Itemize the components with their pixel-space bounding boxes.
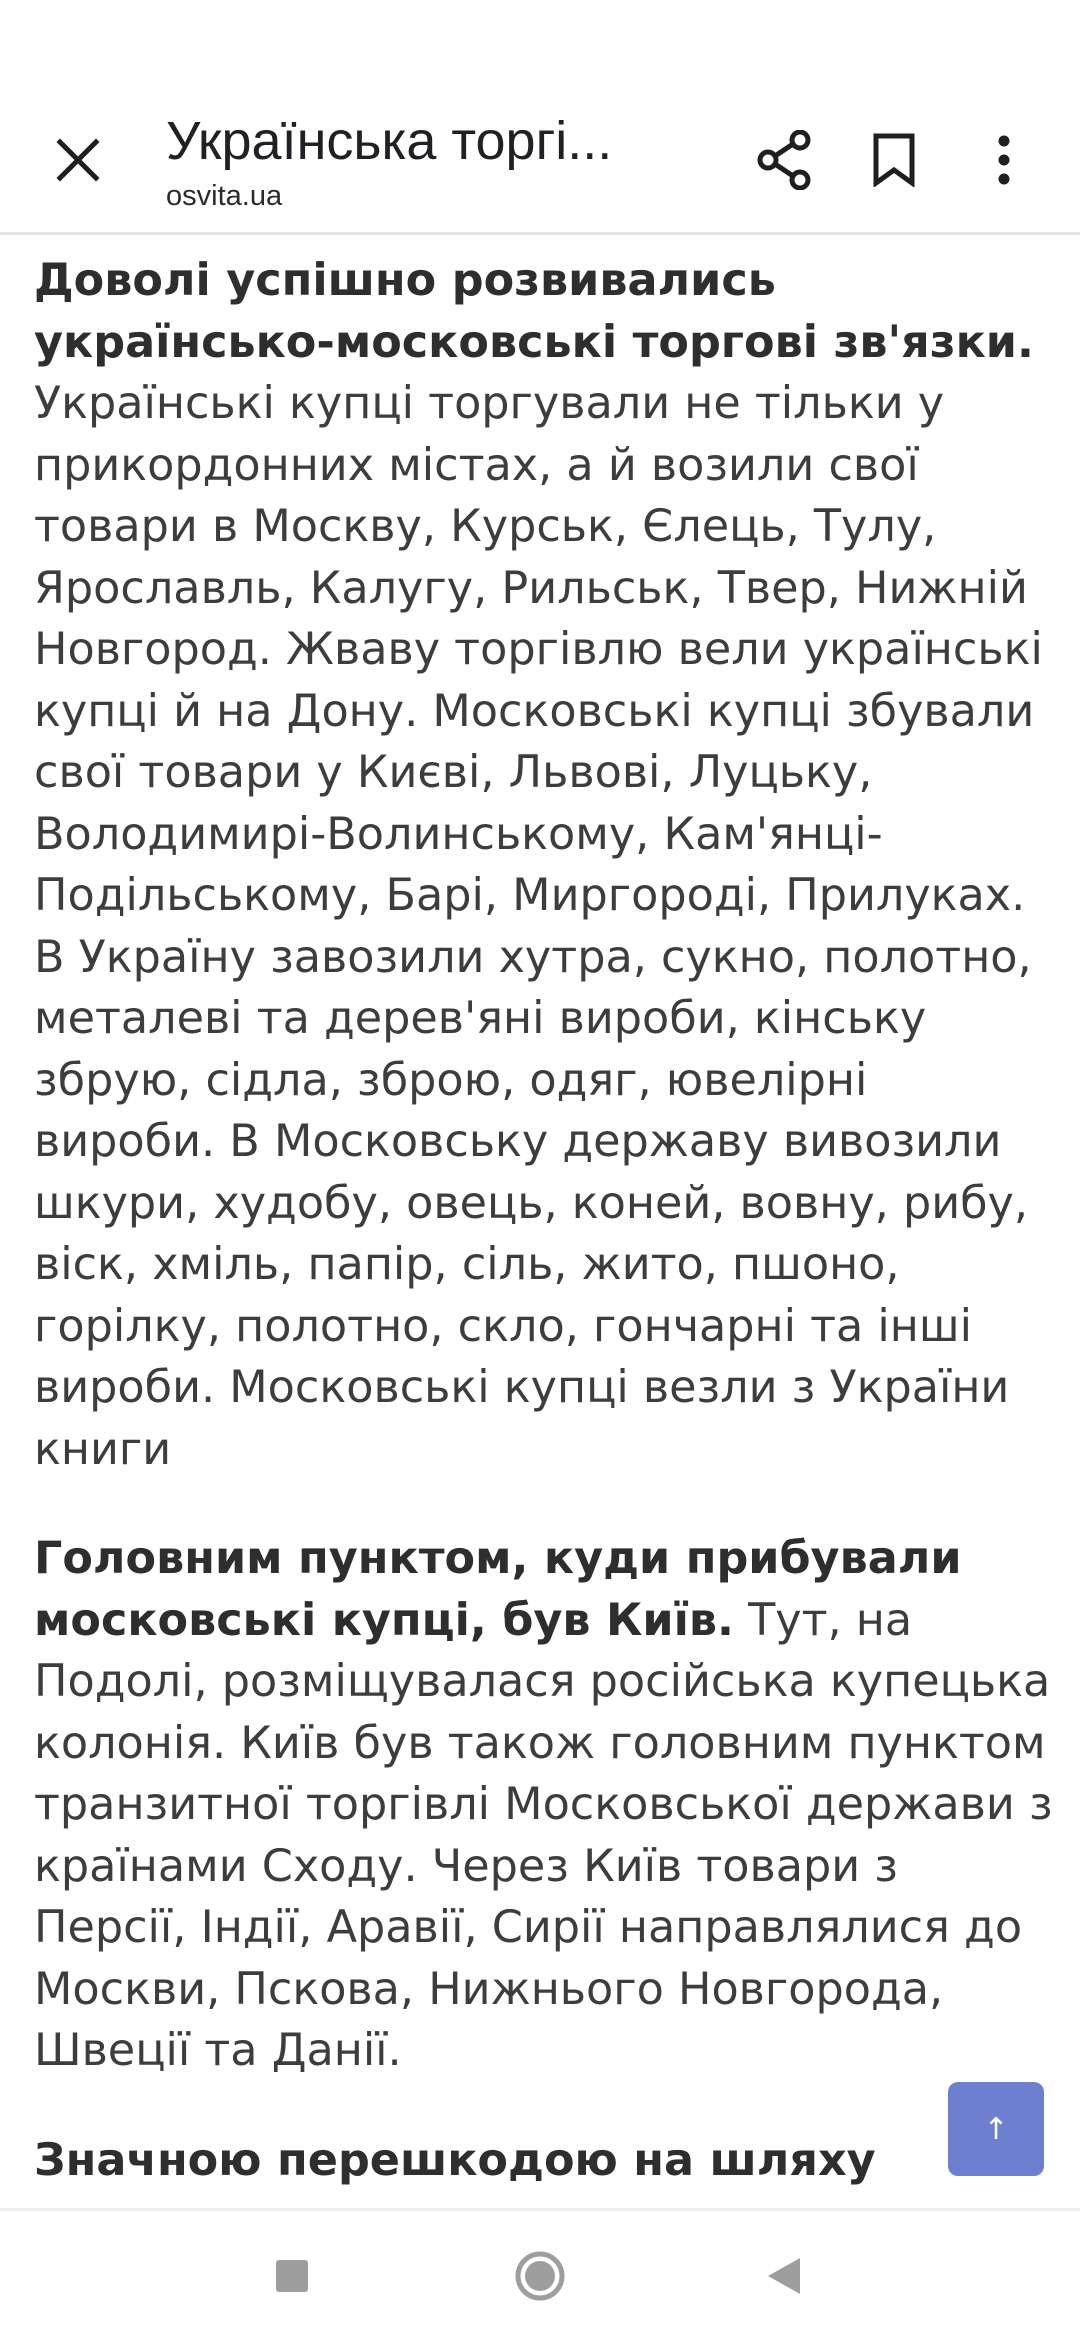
- paragraph-body: Тут, на Подолі, розміщувалася російська купецька колонія. Київ був також головним пунктом транзитної торгівлі Московської держави з країнами Сходу. Через Київ товари з Персії, Індії, Аравії, Сирії направлялися до Москви, Пскова, Нижнього Новгорода, Швеції та Данії.: [34, 1594, 1053, 2076]
- status-bar: [0, 0, 1080, 90]
- close-icon: [56, 138, 100, 182]
- share-button[interactable]: [742, 118, 826, 202]
- recents-button[interactable]: [252, 2241, 332, 2311]
- paragraph-lead: Головним пунктом, куди прибували московські купці, був Київ.: [34, 1533, 962, 1646]
- custom-tab-toolbar: [0, 90, 1080, 235]
- article-paragraph: [34, 250, 1054, 1480]
- back-button[interactable]: [744, 2241, 824, 2311]
- share-icon: [756, 130, 812, 190]
- close-button[interactable]: [40, 122, 116, 198]
- paragraph-body: Українські купці торгували не тільки у прикордонних містах, а й возили свої товари в Москву, Курськ, Єлець, Тулу, Ярославль, Калугу, Рильськ, Твер, Нижній Новгород. Жваву торгівлю вели українські купці й на Дону. Московські купці збували свої товари у Києві, Львові, Луцьку, Володимирі-Волинському, Кам'янці-Подільському, Барі, Миргороді, Прилуках. В Україну завозили хутра, сукно, полотно, металеві та дерев'яні вироби, кінську збрую, сідла, зброю, одяг, ювелірні вироби. В Московську державу вивозили шкури, худобу, овець, коней, вовну, рибу, віск, хміль, папір, сіль, жито, пшоно, горілку, полотно, скло, гончарні та інші вироби. Московські купці везли з України книги: [34, 378, 1043, 1475]
- back-icon: [766, 2256, 802, 2296]
- bookmark-button[interactable]: [852, 118, 936, 202]
- paragraph-lead: Значною перешкодою на шляху: [34, 2134, 876, 2186]
- page-title: Українська торгі...: [166, 111, 613, 171]
- more-menu-button[interactable]: [962, 118, 1046, 202]
- paragraph-lead: Доволі успішно розвивались українсько-московські торгові зв'язки.: [34, 255, 1034, 368]
- home-icon: [514, 2250, 566, 2302]
- system-nav-bar: [0, 2208, 1080, 2340]
- bookmark-icon: [872, 133, 916, 187]
- home-button[interactable]: [500, 2241, 580, 2311]
- page-domain: osvita.ua: [166, 180, 283, 212]
- arrow-up-icon: ↑: [983, 2111, 1009, 2147]
- title-block: [166, 104, 726, 214]
- article-content: [34, 250, 1054, 2239]
- more-vert-icon: [997, 135, 1011, 185]
- article-paragraph: [34, 2130, 1054, 2192]
- article-paragraph: [34, 1528, 1054, 2082]
- recents-icon: [275, 2259, 309, 2293]
- scroll-to-top-button[interactable]: [948, 2082, 1044, 2176]
